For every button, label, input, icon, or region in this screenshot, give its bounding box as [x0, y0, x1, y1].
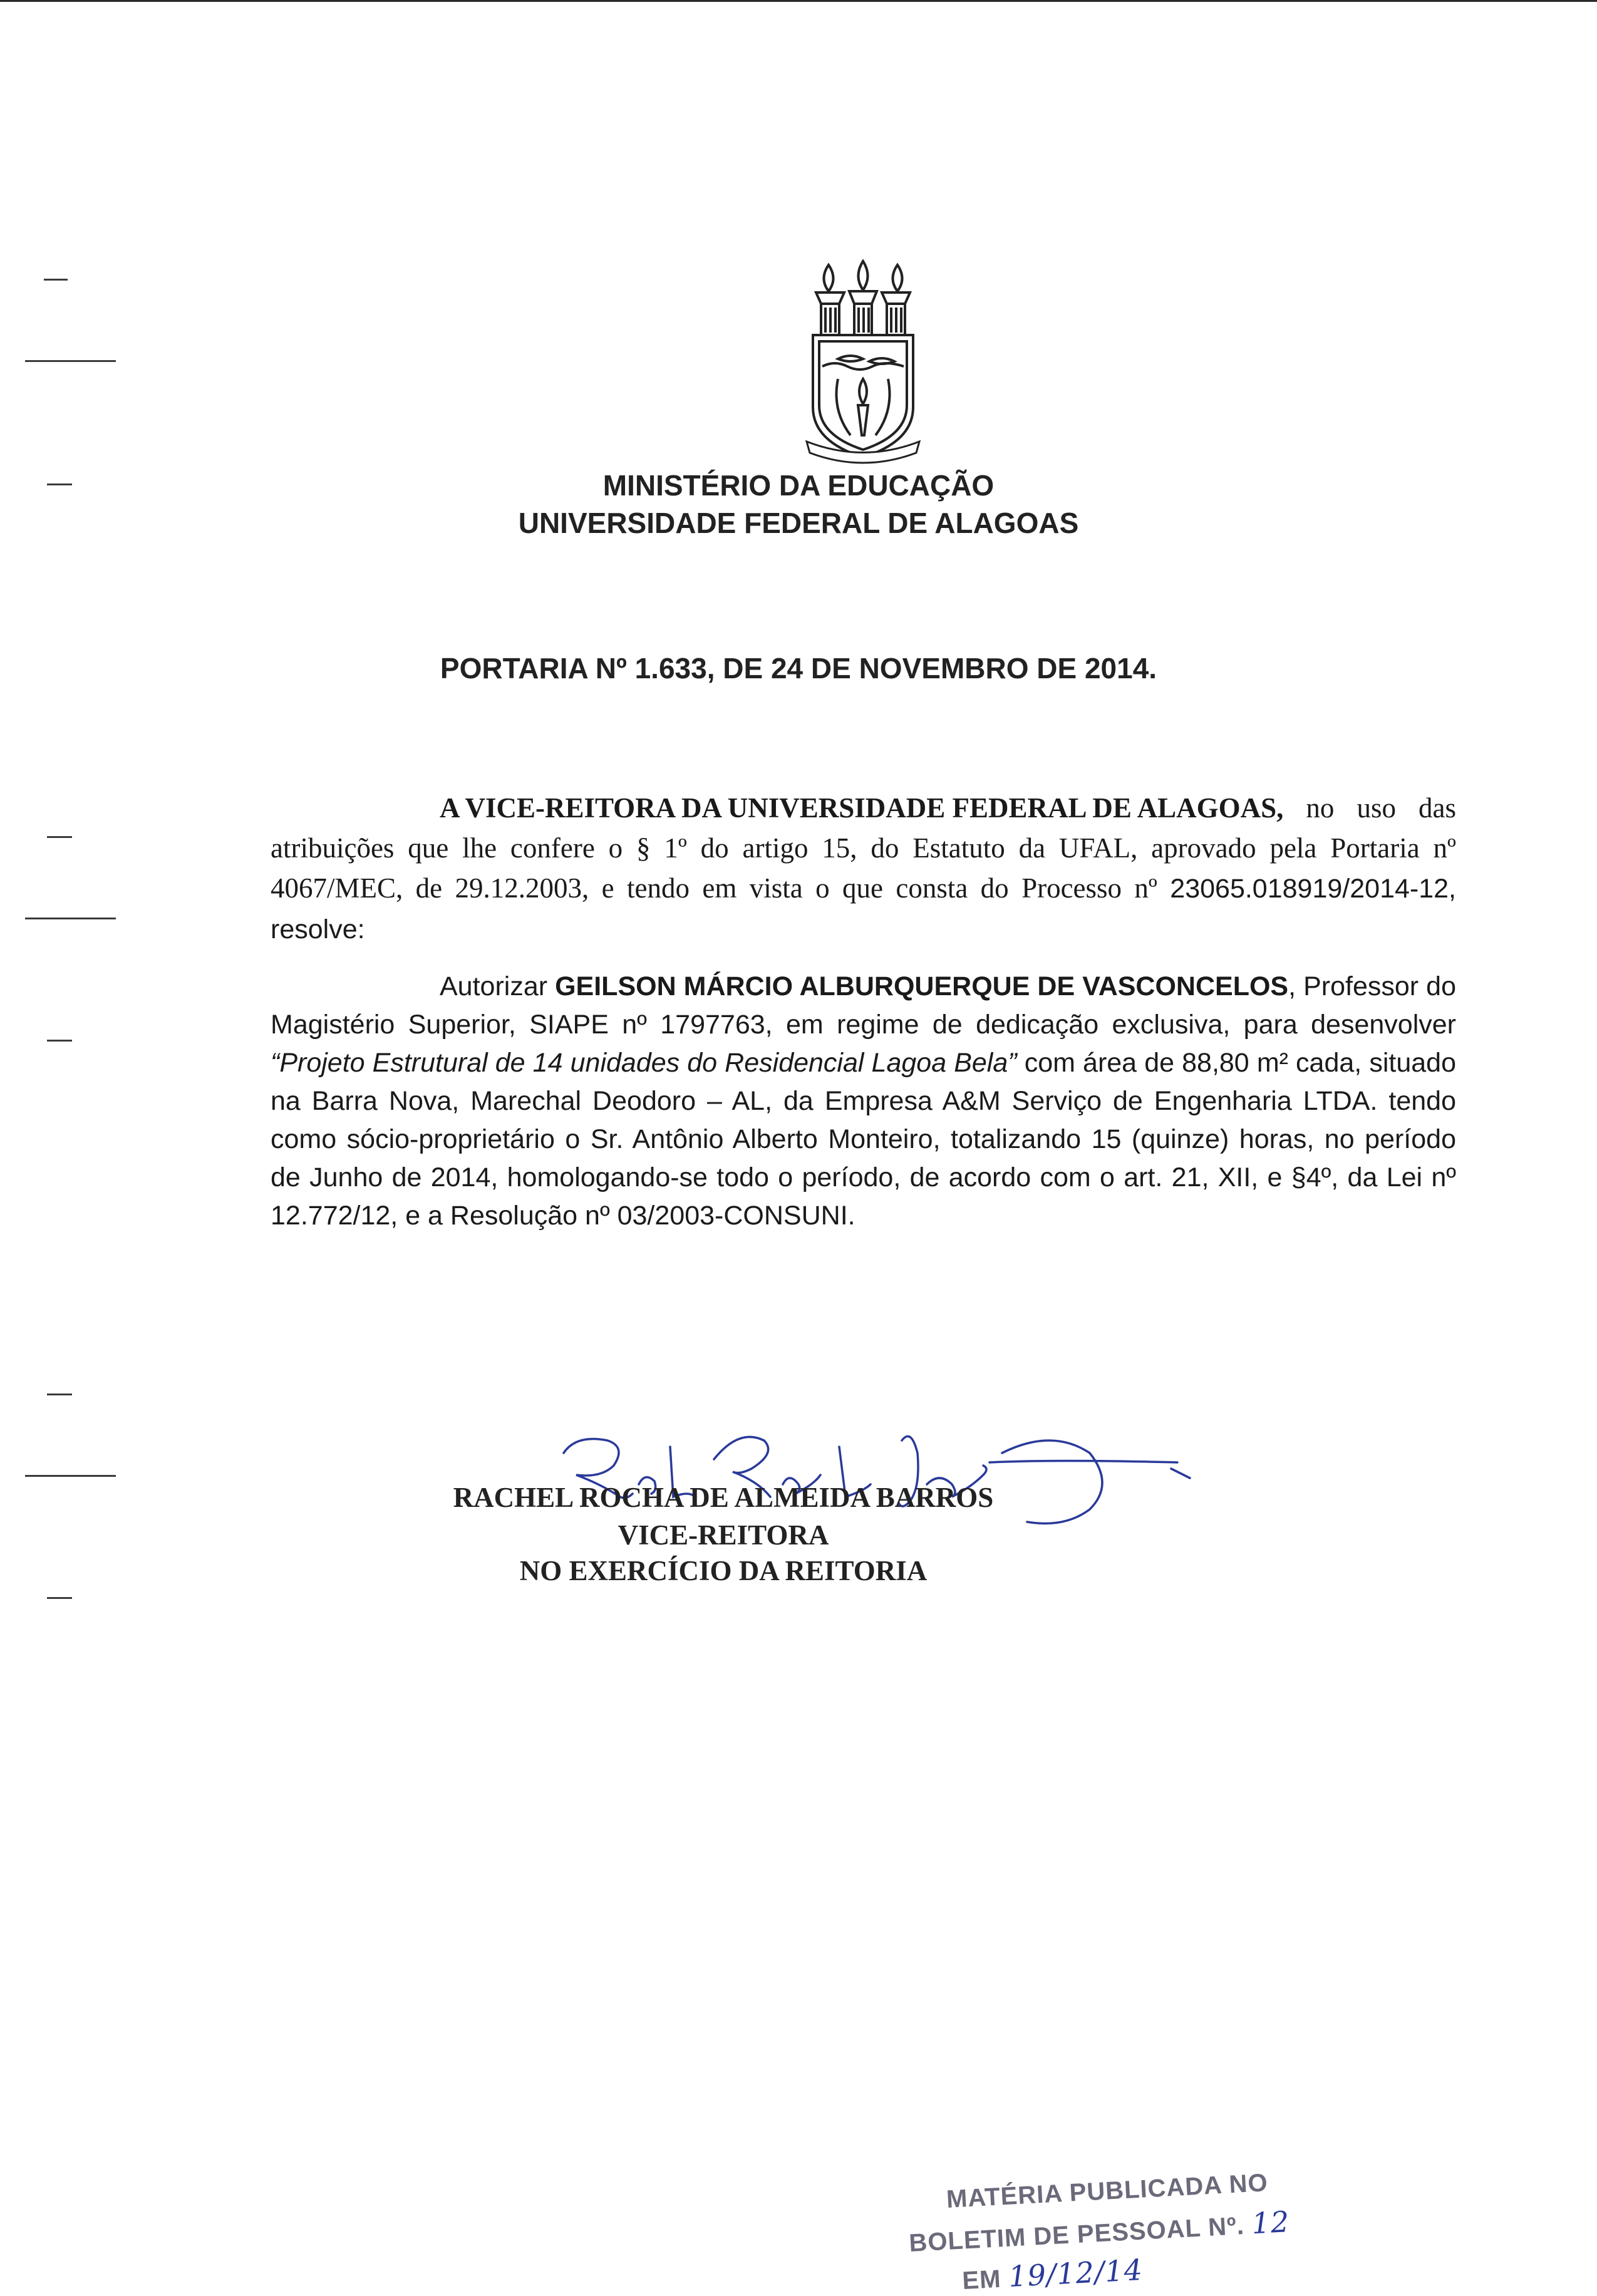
preamble-lead: A VICE-REITORA DA UNIVERSIDADE FEDERAL DE ALAGOAS,: [440, 792, 1284, 824]
paragraph-authorization: [271, 968, 1456, 1235]
portaria-title: PORTARIA Nº 1.633, DE 24 DE NOVEMBRO DE 2014.: [440, 652, 1157, 685]
ufal-crest-logo: [800, 254, 926, 467]
margin-tick: [47, 1597, 72, 1599]
margin-tick: [47, 836, 72, 838]
project-title: “Projeto Estrutural de 14 unidades do Residencial Lagoa Bela”: [271, 1048, 1017, 1078]
stamp-date-value: 19/12/14: [1008, 2252, 1144, 2294]
margin-tick: [47, 1394, 72, 1395]
margin-tick: [47, 1040, 72, 1042]
margin-tick: [25, 918, 116, 919]
margin-tick: [25, 1475, 116, 1477]
professor-name: GEILSON MÁRCIO ALBURQUERQUE DE VASCONCELOS: [555, 971, 1289, 1001]
authorization-text-1: , Professor do Magistério Superior, SIAPE nº 1797763, em regime de dedicação exclusiva, para desenvolver: [271, 971, 1456, 1040]
authorization-text-2: com área de 88,80 m² cada, situado na Barra Nova, Marechal Deodoro – AL, da Empresa A&M Serviço de Engenharia LTDA. tendo como sócio-proprietário o Sr. Antônio Alberto Monteiro, totalizando 15 (quinze) horas, no período de Junho de 2014, homologando-se todo o período, de acordo com o art. 21, XII, e §4º, da Lei nº 12.772/12, e a Resolução nº 03/2003-CONSUNI.: [271, 1048, 1456, 1231]
authorization-verb: Autorizar: [440, 971, 556, 1001]
margin-tick: [44, 279, 68, 281]
university-heading: UNIVERSIDADE FEDERAL DE ALAGOAS: [518, 507, 1079, 539]
stamp-line-1: MATÉRIA PUBLICADA NO: [946, 2169, 1269, 2213]
stamp-bulletin-label: BOLETIM DE PESSOAL Nº.: [908, 2211, 1245, 2257]
stamp-date-label: EM: [961, 2265, 1002, 2295]
signatory-role: VICE-REITORA: [618, 1519, 829, 1551]
scan-top-edge: [0, 0, 1597, 2]
paragraph-preamble: [271, 788, 1456, 949]
preamble-text: no uso das atribuições que lhe confere o § 1º do artigo 15, do Estatuto da UFAL, aprovado pela Portaria nº 4067/MEC, de 29.12.2003, e tendo em vista o que consta do Processo nº: [271, 792, 1456, 904]
stamp-bulletin-number: 12: [1251, 2205, 1291, 2241]
stamp-line-3: [961, 2253, 1144, 2296]
ministry-heading: MINISTÉRIO DA EDUCAÇÃO: [602, 469, 995, 502]
signatory-name: RACHEL ROCHA DE ALMEIDA BARROS: [453, 1482, 994, 1513]
margin-tick: [25, 360, 116, 362]
signatory-role-acting: NO EXERCÍCIO DA REITORIA: [519, 1555, 928, 1586]
process-number: 23065.018919/2014-12, resolve:: [271, 874, 1456, 944]
